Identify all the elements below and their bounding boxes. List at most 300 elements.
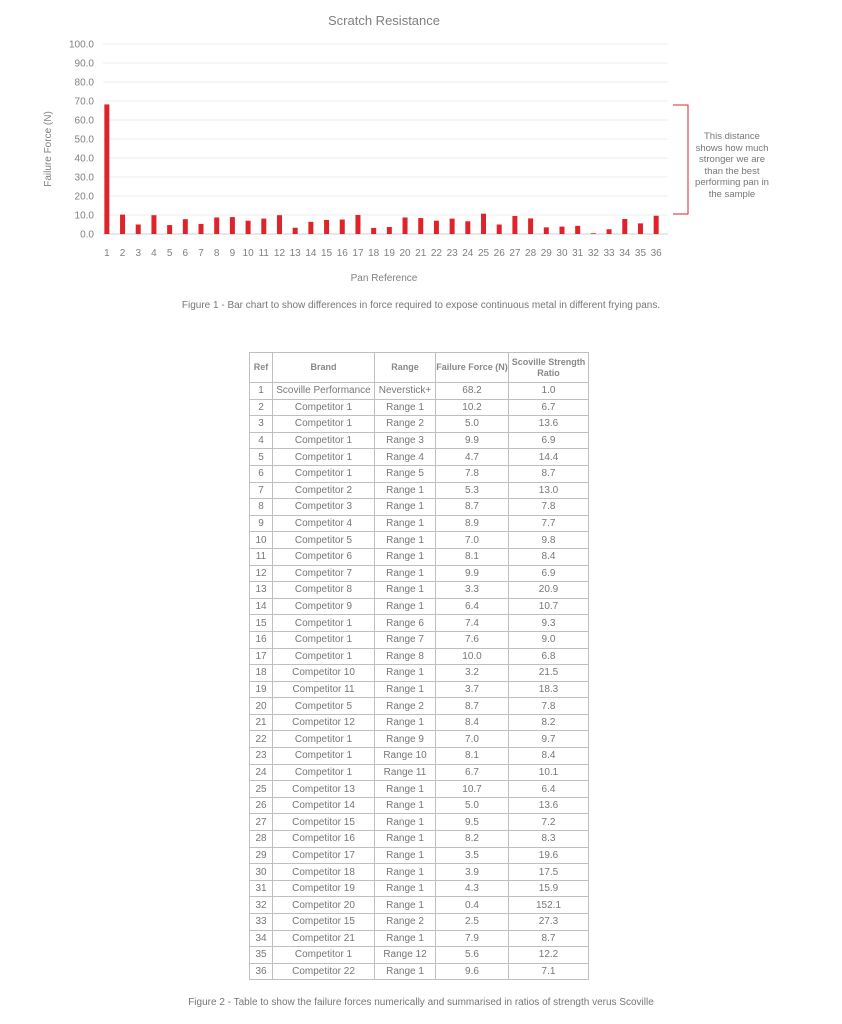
x-tick-label: 13 (289, 248, 301, 259)
cell-strength-ratio: 7.8 (509, 499, 589, 516)
x-tick-label: 14 (305, 248, 317, 259)
x-tick-label: 36 (650, 248, 662, 259)
bar (230, 217, 235, 234)
table-row (250, 764, 589, 781)
x-tick-label: 23 (446, 248, 458, 259)
table-row (250, 814, 589, 831)
cell-failure-force: 6.7 (436, 764, 509, 781)
bar (622, 219, 627, 234)
cell-range: Range 1 (375, 714, 436, 731)
cell-ref: 18 (250, 665, 273, 682)
cell-ref: 30 (250, 864, 273, 881)
cell-failure-force: 4.7 (436, 449, 509, 466)
cell-brand: Competitor 7 (273, 565, 375, 582)
table-row (250, 714, 589, 731)
cell-brand: Competitor 1 (273, 432, 375, 449)
cell-failure-force: 6.4 (436, 598, 509, 615)
cell-range: Range 2 (375, 416, 436, 433)
cell-brand: Competitor 12 (273, 714, 375, 731)
table-row (250, 831, 589, 848)
cell-failure-force: 8.1 (436, 548, 509, 565)
cell-failure-force: 5.0 (436, 416, 509, 433)
cell-brand: Competitor 11 (273, 681, 375, 698)
cell-strength-ratio: 8.7 (509, 465, 589, 482)
table-row (250, 648, 589, 665)
x-tick-label: 7 (198, 248, 204, 259)
y-tick-label: 50.0 (74, 134, 94, 146)
x-tick-label: 25 (477, 248, 490, 259)
cell-brand: Competitor 22 (273, 963, 375, 980)
y-tick-label: 80.0 (74, 77, 94, 89)
cell-failure-force: 2.5 (436, 914, 509, 931)
bar (512, 216, 517, 234)
cell-strength-ratio: 6.4 (509, 781, 589, 798)
x-tick-label: 6 (182, 248, 189, 259)
cell-range: Range 8 (375, 648, 436, 665)
cell-range: Range 7 (375, 631, 436, 648)
cell-strength-ratio: 13.6 (509, 416, 589, 433)
cell-strength-ratio: 8.4 (509, 548, 589, 565)
cell-ref: 7 (250, 482, 273, 499)
cell-ref: 8 (250, 499, 273, 516)
bar (575, 226, 580, 234)
y-tick-label: 40.0 (74, 153, 94, 165)
bar (355, 215, 360, 234)
y-tick-label: 30.0 (74, 172, 94, 184)
bar (450, 219, 455, 234)
table-row (250, 449, 589, 466)
cell-ref: 34 (250, 930, 273, 947)
y-tick-label: 10.0 (74, 210, 94, 222)
x-tick-label: 32 (587, 248, 599, 259)
bar (418, 218, 423, 234)
table-row (250, 797, 589, 814)
x-tick-label: 10 (242, 248, 254, 259)
cell-strength-ratio: 9.8 (509, 532, 589, 549)
x-tick-label: 33 (603, 248, 615, 259)
cell-range: Range 6 (375, 615, 436, 632)
cell-brand: Competitor 15 (273, 814, 375, 831)
cell-ref: 15 (250, 615, 273, 632)
cell-failure-force: 3.9 (436, 864, 509, 881)
cell-range: Range 1 (375, 930, 436, 947)
cell-range: Range 1 (375, 665, 436, 682)
x-tick-label: 12 (273, 248, 286, 259)
cell-range: Range 1 (375, 781, 436, 798)
cell-brand: Competitor 1 (273, 748, 375, 765)
cell-ref: 28 (250, 831, 273, 848)
cell-brand: Competitor 1 (273, 731, 375, 748)
bar (607, 229, 612, 234)
cell-range: Range 10 (375, 748, 436, 765)
y-tick-label: 60.0 (74, 115, 94, 127)
cell-brand: Competitor 1 (273, 764, 375, 781)
cell-range: Range 2 (375, 914, 436, 931)
cell-ref: 21 (250, 714, 273, 731)
cell-strength-ratio: 7.7 (509, 515, 589, 532)
cell-ref: 4 (250, 432, 273, 449)
cell-strength-ratio: 9.3 (509, 615, 589, 632)
cell-ref: 13 (250, 582, 273, 599)
cell-brand: Competitor 4 (273, 515, 375, 532)
cell-failure-force: 8.7 (436, 499, 509, 516)
cell-brand: Competitor 1 (273, 947, 375, 964)
table-row (250, 399, 589, 416)
cell-strength-ratio: 7.8 (509, 698, 589, 715)
x-tick-label: 18 (368, 248, 380, 259)
x-tick-label: 9 (229, 248, 236, 259)
cell-ref: 17 (250, 648, 273, 665)
cell-brand: Competitor 2 (273, 482, 375, 499)
cell-failure-force: 68.2 (436, 383, 509, 400)
bar (528, 218, 533, 234)
cell-ref: 22 (250, 731, 273, 748)
cell-brand: Competitor 21 (273, 930, 375, 947)
cell-brand: Competitor 17 (273, 847, 375, 864)
bar (199, 224, 204, 234)
cell-ref: 20 (250, 698, 273, 715)
x-tick-label: 16 (336, 248, 348, 259)
cell-strength-ratio: 8.7 (509, 930, 589, 947)
x-tick-label: 19 (383, 248, 395, 259)
bar (246, 221, 251, 234)
bar (277, 215, 282, 234)
x-tick-label: 28 (525, 248, 537, 259)
bar (638, 223, 643, 234)
cell-range: Range 1 (375, 963, 436, 980)
cell-strength-ratio: 6.8 (509, 648, 589, 665)
cell-failure-force: 9.5 (436, 814, 509, 831)
cell-brand: Competitor 13 (273, 781, 375, 798)
table-row (250, 930, 589, 947)
cell-strength-ratio: 13.6 (509, 797, 589, 814)
annotation-bracket (673, 105, 688, 214)
table-row (250, 665, 589, 682)
table-row (250, 781, 589, 798)
x-tick-label: 3 (135, 248, 142, 259)
cell-ref: 24 (250, 764, 273, 781)
x-tick-label: 26 (493, 248, 505, 259)
cell-ref: 29 (250, 847, 273, 864)
cell-failure-force: 9.6 (436, 963, 509, 980)
cell-strength-ratio: 15.9 (509, 880, 589, 897)
cell-ref: 31 (250, 880, 273, 897)
y-tick-label: 20.0 (74, 191, 94, 203)
cell-brand: Competitor 9 (273, 598, 375, 615)
table-row (250, 963, 589, 980)
table-row (250, 897, 589, 914)
bar (308, 222, 313, 234)
x-tick-label: 31 (572, 248, 584, 259)
x-tick-label: 35 (634, 248, 647, 259)
cell-failure-force: 3.3 (436, 582, 509, 599)
cell-range: Range 1 (375, 681, 436, 698)
cell-range: Range 1 (375, 814, 436, 831)
cell-ref: 11 (250, 548, 273, 565)
cell-range: Range 1 (375, 548, 436, 565)
x-tick-label: 4 (151, 248, 157, 259)
cell-strength-ratio: 7.1 (509, 963, 589, 980)
cell-strength-ratio: 19.6 (509, 847, 589, 864)
cell-ref: 9 (250, 515, 273, 532)
header-strength-ratio: Scoville Strength Ratio (509, 353, 589, 383)
cell-range: Range 12 (375, 947, 436, 964)
bar (324, 220, 329, 234)
cell-brand: Competitor 1 (273, 399, 375, 416)
x-tick-label: 15 (321, 248, 333, 259)
cell-failure-force: 8.1 (436, 748, 509, 765)
cell-brand: Competitor 20 (273, 897, 375, 914)
cell-strength-ratio: 17.5 (509, 864, 589, 881)
table-row (250, 465, 589, 482)
cell-ref: 33 (250, 914, 273, 931)
cell-range: Range 1 (375, 532, 436, 549)
cell-failure-force: 9.9 (436, 432, 509, 449)
y-tick-label: 70.0 (74, 96, 94, 108)
figure-2-caption: Figure 2 - Table to show the failure forces numerically and summarised in ratios of strength verus Scoville (188, 997, 654, 1008)
cell-strength-ratio: 14.4 (509, 449, 589, 466)
table-row (250, 880, 589, 897)
table-row (250, 598, 589, 615)
bar (654, 216, 659, 234)
bar (151, 215, 156, 234)
cell-range: Range 9 (375, 731, 436, 748)
cell-failure-force: 7.0 (436, 731, 509, 748)
cell-ref: 36 (250, 963, 273, 980)
bar (120, 215, 125, 234)
cell-brand: Competitor 1 (273, 416, 375, 433)
table-row (250, 582, 589, 599)
chart-title: Scratch Resistance (328, 13, 440, 28)
cell-brand: Scoville Performance (273, 383, 375, 400)
cell-brand: Competitor 14 (273, 797, 375, 814)
cell-ref: 35 (250, 947, 273, 964)
table-row (250, 383, 589, 400)
cell-brand: Competitor 1 (273, 465, 375, 482)
cell-ref: 12 (250, 565, 273, 582)
cell-range: Range 4 (375, 449, 436, 466)
cell-strength-ratio: 8.3 (509, 831, 589, 848)
table-row (250, 499, 589, 516)
cell-range: Neverstick+ (375, 383, 436, 400)
table-row (250, 847, 589, 864)
y-tick-label: 0.0 (80, 229, 94, 241)
x-axis-label: Pan Reference (350, 273, 418, 284)
cell-brand: Competitor 3 (273, 499, 375, 516)
cell-failure-force: 5.0 (436, 797, 509, 814)
cell-range: Range 1 (375, 482, 436, 499)
table-row (250, 914, 589, 931)
cell-range: Range 2 (375, 698, 436, 715)
cell-failure-force: 10.2 (436, 399, 509, 416)
cell-brand: Competitor 10 (273, 665, 375, 682)
cell-failure-force: 7.4 (436, 615, 509, 632)
cell-range: Range 3 (375, 432, 436, 449)
x-tick-label: 24 (462, 248, 474, 259)
cell-strength-ratio: 10.1 (509, 764, 589, 781)
table-row (250, 731, 589, 748)
cell-ref: 32 (250, 897, 273, 914)
results-table (249, 352, 589, 980)
cell-failure-force: 7.9 (436, 930, 509, 947)
bar (434, 221, 439, 234)
table-row (250, 698, 589, 715)
cell-ref: 10 (250, 532, 273, 549)
cell-ref: 5 (250, 449, 273, 466)
cell-range: Range 1 (375, 399, 436, 416)
cell-failure-force: 7.0 (436, 532, 509, 549)
cell-range: Range 1 (375, 565, 436, 582)
cell-brand: Competitor 15 (273, 914, 375, 931)
table-row (250, 432, 589, 449)
cell-range: Range 1 (375, 598, 436, 615)
cell-brand: Competitor 16 (273, 831, 375, 848)
cell-ref: 1 (250, 383, 273, 400)
cell-brand: Competitor 1 (273, 449, 375, 466)
x-tick-label: 11 (258, 248, 269, 259)
bar (497, 225, 502, 235)
cell-brand: Competitor 19 (273, 880, 375, 897)
y-tick-label: 100.0 (68, 39, 94, 51)
cell-strength-ratio: 8.4 (509, 748, 589, 765)
cell-failure-force: 8.9 (436, 515, 509, 532)
cell-failure-force: 8.7 (436, 698, 509, 715)
cell-failure-force: 3.7 (436, 681, 509, 698)
x-tick-label: 5 (166, 248, 173, 259)
cell-failure-force: 7.8 (436, 465, 509, 482)
x-tick-label: 8 (213, 248, 220, 259)
bar (214, 217, 219, 234)
table-row (250, 565, 589, 582)
x-tick-label: 17 (352, 248, 364, 259)
x-tick-label: 30 (556, 248, 568, 259)
cell-strength-ratio: 1.0 (509, 383, 589, 400)
cell-strength-ratio: 6.7 (509, 399, 589, 416)
cell-ref: 14 (250, 598, 273, 615)
cell-range: Range 5 (375, 465, 436, 482)
cell-strength-ratio: 13.0 (509, 482, 589, 499)
cell-range: Range 1 (375, 847, 436, 864)
cell-range: Range 1 (375, 499, 436, 516)
cell-failure-force: 10.0 (436, 648, 509, 665)
bar (104, 104, 109, 234)
cell-strength-ratio: 20.9 (509, 582, 589, 599)
x-tick-label: 22 (430, 248, 442, 259)
header-ref: Ref (250, 353, 273, 383)
cell-strength-ratio: 6.9 (509, 432, 589, 449)
header-failure-force: Failure Force (N) (436, 353, 509, 383)
cell-failure-force: 3.5 (436, 847, 509, 864)
bar (544, 227, 549, 234)
bar (167, 225, 172, 234)
cell-strength-ratio: 12.2 (509, 947, 589, 964)
cell-range: Range 1 (375, 880, 436, 897)
cell-ref: 26 (250, 797, 273, 814)
bar (261, 219, 266, 234)
cell-brand: Competitor 6 (273, 548, 375, 565)
table-row (250, 947, 589, 964)
header-brand: Brand (273, 353, 375, 383)
cell-failure-force: 8.2 (436, 831, 509, 848)
cell-brand: Competitor 5 (273, 698, 375, 715)
bar (559, 227, 564, 234)
table-row (250, 748, 589, 765)
cell-ref: 6 (250, 465, 273, 482)
cell-failure-force: 5.3 (436, 482, 509, 499)
bar (591, 233, 596, 234)
bar (183, 219, 188, 234)
cell-brand: Competitor 18 (273, 864, 375, 881)
x-tick-label: 29 (540, 248, 552, 259)
cell-failure-force: 10.7 (436, 781, 509, 798)
cell-brand: Competitor 1 (273, 615, 375, 632)
x-tick-label: 27 (509, 248, 521, 259)
cell-brand: Competitor 5 (273, 532, 375, 549)
figure-1-caption: Figure 1 - Bar chart to show differences in force required to expose continuous metal in different frying pans. (181, 300, 661, 311)
cell-range: Range 1 (375, 582, 436, 599)
table-row (250, 532, 589, 549)
bar (481, 214, 486, 234)
cell-failure-force: 8.4 (436, 714, 509, 731)
bar (403, 217, 408, 234)
cell-strength-ratio: 9.7 (509, 731, 589, 748)
cell-failure-force: 7.6 (436, 631, 509, 648)
bar (387, 227, 392, 234)
cell-brand: Competitor 1 (273, 648, 375, 665)
x-tick-label: 1 (104, 248, 110, 259)
cell-strength-ratio: 10.7 (509, 598, 589, 615)
cell-range: Range 1 (375, 897, 436, 914)
header-range: Range (375, 353, 436, 383)
cell-failure-force: 4.3 (436, 880, 509, 897)
x-tick-label: 34 (619, 248, 631, 259)
cell-range: Range 1 (375, 797, 436, 814)
cell-failure-force: 3.2 (436, 665, 509, 682)
cell-failure-force: 5.6 (436, 947, 509, 964)
y-tick-label: 90.0 (74, 58, 94, 70)
cell-ref: 16 (250, 631, 273, 648)
bar (465, 221, 470, 234)
cell-strength-ratio: 6.9 (509, 565, 589, 582)
cell-strength-ratio: 9.0 (509, 631, 589, 648)
cell-strength-ratio: 152.1 (509, 897, 589, 914)
annotation-text: This distance shows how much stronger we are than the best performing pan in the sample (695, 131, 769, 200)
table-row (250, 482, 589, 499)
cell-ref: 25 (250, 781, 273, 798)
cell-range: Range 11 (375, 764, 436, 781)
cell-strength-ratio: 21.5 (509, 665, 589, 682)
cell-range: Range 1 (375, 864, 436, 881)
cell-range: Range 1 (375, 831, 436, 848)
cell-ref: 2 (250, 399, 273, 416)
cell-ref: 23 (250, 748, 273, 765)
table-row (250, 416, 589, 433)
table-header-row (250, 353, 589, 383)
bar (293, 228, 298, 234)
table-row (250, 681, 589, 698)
cell-strength-ratio: 18.3 (509, 681, 589, 698)
cell-ref: 27 (250, 814, 273, 831)
cell-ref: 19 (250, 681, 273, 698)
table-row (250, 631, 589, 648)
cell-failure-force: 9.9 (436, 565, 509, 582)
x-tick-label: 2 (119, 248, 126, 259)
bar (371, 228, 376, 234)
table-row (250, 515, 589, 532)
x-tick-label: 21 (415, 248, 427, 259)
y-axis-label: Failure Force (N) (43, 111, 54, 187)
cell-strength-ratio: 8.2 (509, 714, 589, 731)
